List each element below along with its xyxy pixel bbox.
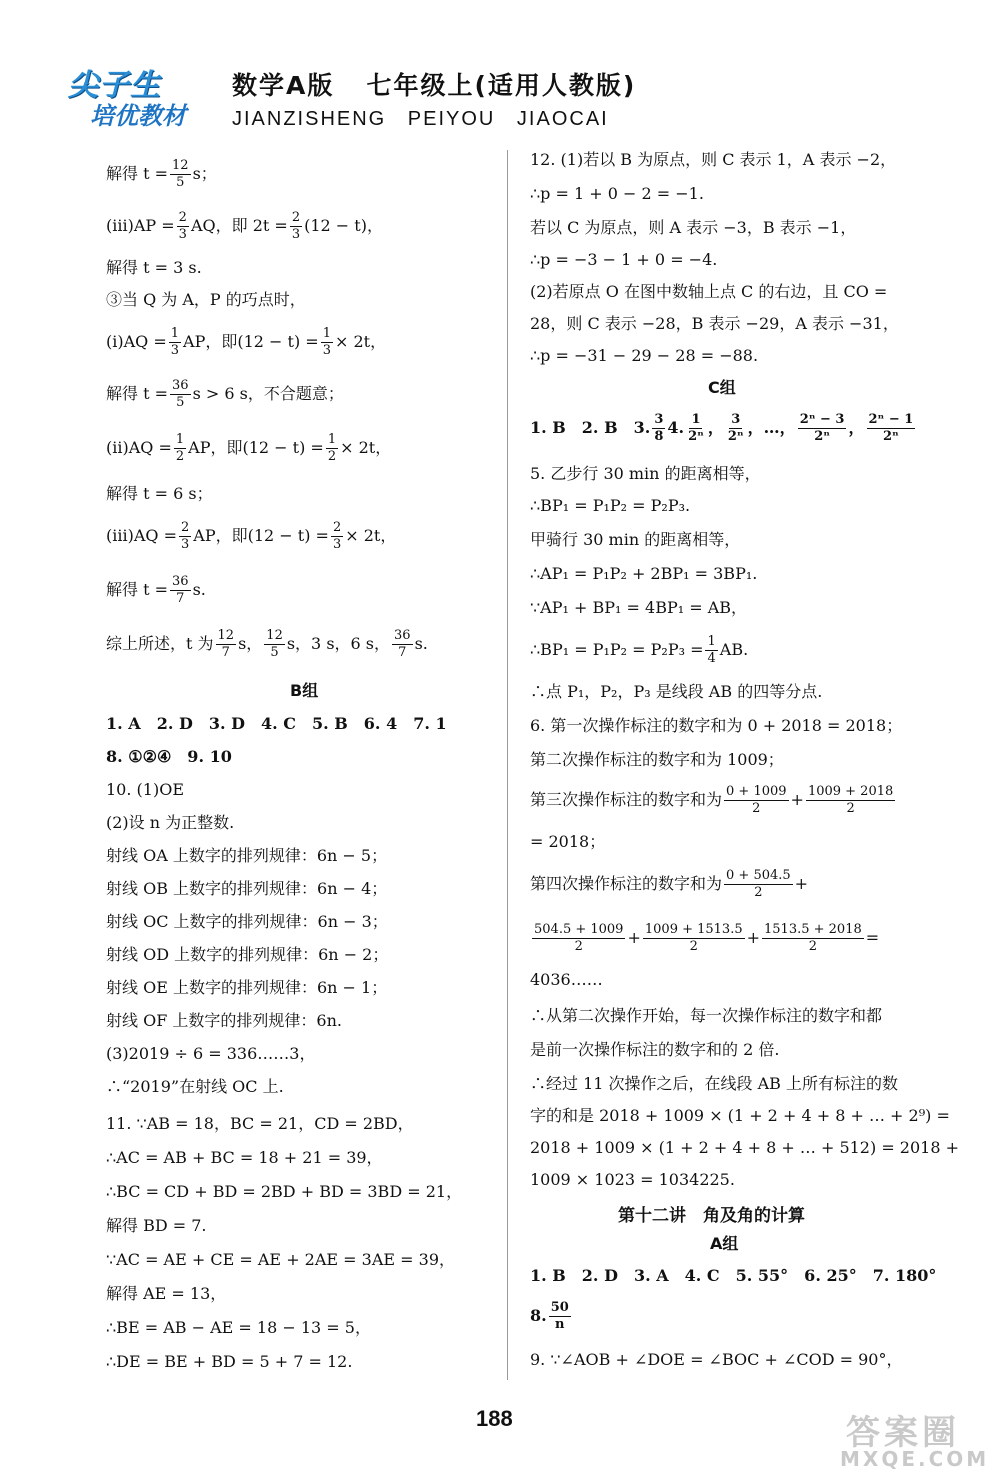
text-line: ∴BE = AB − AE = 18 − 13 = 5， [106,1318,371,1337]
text-line: ∴AP₁ = P₁P₂ + 2BP₁ = 3BP₁. [530,564,758,583]
text-line: ③当 Q 为 A，P 的巧点时， [106,290,306,309]
text-line: 解得 t = $\frac{12}{5}$ s； [106,158,217,190]
text-line: (i)AQ = $\frac{1}{3}$ AP，即(12 − t) = $\frac{1}{3}$ × 2t， [106,326,387,358]
answer-line: 8. ①②④ 9. 10 [106,747,232,766]
text-line: ∴BC = CD + BD = 2BD + BD = 3BD = 21， [106,1182,463,1201]
text-line: 28，则 C 表示 −28，B 表示 −29，A 表示 −31， [530,314,899,333]
text-line: ∴“2019”在射线 OC 上. [106,1077,284,1096]
text-line: 射线 OB 上数字的排列规律：6n − 4； [106,879,388,898]
fraction: $\frac{1}{3}$ [322,326,331,358]
fraction: $\frac{1009 + 2018}{2}$ [807,784,894,816]
fraction: $\frac{\text{2ⁿ − 1}}{\text{2ⁿ}}$ [868,412,914,444]
text-line: 第二次操作标注的数字和为 1009； [530,750,784,769]
logo-line2: 培优教材 [90,102,186,130]
text-line: ∴点 P₁，P₂，P₃ 是线段 AB 的四等分点. [530,682,823,701]
text-line: ∵AP₁ + BP₁ = 4BP₁ = AB， [530,598,748,617]
text-line: (iii)AQ = $\frac{2}{3}$ AP，即(12 − t) = $\frac{2}{3}$ × 2t， [106,520,397,552]
fraction: $\frac{1}{4}$ [707,634,716,666]
text-line: ∴p = −31 − 29 − 28 = −88. [530,346,759,365]
section-heading: C组 [708,378,736,397]
fraction: $\frac{2}{3}$ [332,520,342,552]
fraction: $\frac{1}{2}$ [327,432,337,464]
fraction: $\frac{1009 + 1513.5}{2}$ [644,922,743,954]
logo-line1: 尖子生 [68,68,161,103]
text-line: 射线 OA 上数字的排列规律：6n − 5； [106,846,388,865]
fraction: $\frac{12}{7}$ [217,628,235,660]
text-line: (2)若原点 O 在图中数轴上点 C 的右边，且 CO = [530,282,888,301]
text-line: 5. 乙步行 30 min 的距离相等， [530,464,761,483]
text-line: 射线 OD 上数字的排列规律：6n − 2； [106,945,389,964]
fraction: $\frac{36}{5}$ [172,378,189,410]
fraction: $\frac{3}{8}$ [654,412,664,444]
watermark-line2: MXQE.COM [840,1447,990,1471]
text-line: 字的和是 2018 + 1009 × (1 + 2 + 4 + 8 + … + 2⁹) = [530,1106,950,1125]
text-line: (ii)AQ = $\frac{1}{2}$ AP，即(12 − t) = $\frac{1}{2}$ × 2t， [106,432,392,464]
brand-logo [60,60,220,130]
fraction: $\frac{\text{2ⁿ − 3}}{\text{2ⁿ}}$ [799,412,845,444]
text-line: (2)设 n 为正整数. [106,813,235,832]
fraction: $\frac{1}{2}$ [175,432,185,464]
text-line: 解得 t = $\frac{36}{5}$ s > 6 s，不合题意； [106,378,344,410]
watermark-line1: 答案圈 [846,1413,960,1453]
watermark [830,1405,990,1473]
text-line: ∴从第二次操作开始，每一次操作标注的数字和都 [530,1006,883,1025]
fraction: $\frac{1}{3}$ [170,326,180,358]
fraction: $\frac{50}{n}$ [550,1300,569,1332]
text-line: 射线 OF 上数字的排列规律：6n. [106,1011,342,1030]
text-line: 射线 OC 上数字的排列规律：6n − 3； [106,912,388,931]
text-line: 6. 第一次操作标注的数字和为 0 + 2018 = 2018； [530,716,903,735]
text-line: (3)2019 ÷ 6 = 336……3， [106,1044,316,1063]
text-line: ∵AC = AE + CE = AE + 2AE = 3AE = 39， [106,1250,456,1269]
text-line: 解得 t = 3 s. [106,258,202,277]
text-line: 1009 × 1023 = 1034225. [530,1170,735,1189]
section-heading: B组 [290,681,319,700]
lecture-heading: 第十二讲 角及角的计算 [618,1206,805,1226]
text-line: ∴BP₁ = P₁P₂ = P₂P₃ = $\frac{1}{4}$ AB. [530,634,749,666]
column-divider [507,150,508,1380]
book-title: 数学A版 七年级上(适用人教版) [232,71,637,100]
fraction: $\frac{2}{3}$ [178,210,187,242]
fraction: $\frac{504.5 + 1009}{2}$ [534,922,624,954]
fraction: $\frac{12}{5}$ [266,628,283,660]
fraction: $\frac{36}{7}$ [394,628,411,660]
answer-line: 1. B 2. D 3. A 4. C 5. 55° 6. 25° 7. 180° [530,1266,937,1285]
section-heading: A组 [710,1234,739,1253]
text-line: 10. (1)OE [106,780,184,799]
answer-line: 1. A 2. D 3. D 4. C 5. B 6. 4 7. 1 [106,714,447,733]
text-line: 解得 BD = 7. [106,1216,207,1235]
answer-line: 8. $\frac{50}{n}$ [530,1300,569,1332]
text-line: ∴p = −3 − 1 + 0 = −4. [530,250,718,269]
fraction: $\frac{36}{7}$ [172,574,189,606]
text-line: $\frac{504.5 + 1009}{2}$ + $\frac{1009 + 1513.5}{2}$ + $\frac{1513.5 + 2018}{2}$ = [534,922,880,954]
fraction: $\frac{2}{3}$ [291,210,301,242]
fraction: $\frac{12}{5}$ [172,158,189,190]
page-number: 188 [476,1406,513,1431]
book-pinyin: JIANZISHENG PEIYOU JIAOCAI [232,108,609,130]
text-line: ∴DE = BE + BD = 5 + 7 = 12. [106,1352,353,1371]
text-line: 综上所述，t 为 $\frac{12}{7}$ s， $\frac{12}{5}$ s，3 s，6 s， $\frac{36}{7}$ s. [106,628,428,660]
text-line: ∴AC = AB + BC = 18 + 21 = 39， [106,1148,383,1167]
text-line: 第三次操作标注的数字和为 $\frac{0 + 1009}{2}$ + $\frac{1009 + 2018}{2}$ [530,784,894,816]
answer-line: 1. B 2. B 3. $\frac{3}{8}$ 4. $\frac{1}{\text{2ⁿ}}$ ， $\frac{3}{\text{2ⁿ}}$ ，…， $\frac{\text{2ⁿ − 3}}{\text{2ⁿ}}$ ， $\frac{\text{2ⁿ − 1}}{\text{2ⁿ}}$ [530,412,914,444]
text-line: ∴p = 1 + 0 − 2 = −1. [530,184,704,203]
text-line: ∴经过 11 次操作之后，在线段 AB 上所有标注的数 [530,1074,899,1093]
text-line: 11. ∵AB = 18，BC = 21，CD = 2BD， [106,1114,414,1133]
text-line: 第四次操作标注的数字和为 $\frac{0 + 504.5}{2}$ + [530,868,809,900]
text-line: 12. (1)若以 B 为原点，则 C 表示 1，A 表示 −2， [530,150,897,169]
text-line: 解得 AE = 13， [106,1284,227,1303]
text-line: 2018 + 1009 × (1 + 2 + 4 + 8 + … + 512) = 2018 + [530,1138,960,1157]
text-line: = 2018； [530,832,606,851]
text-line: 射线 OE 上数字的排列规律：6n − 1； [106,978,388,997]
fraction: $\frac{3}{\text{2ⁿ}}$ [727,412,744,444]
fraction: $\frac{1}{\text{2ⁿ}}$ [688,412,704,444]
text-line: 若以 C 为原点，则 A 表示 −3，B 表示 −1， [530,218,857,237]
text-line: 9. ∵∠AOB + ∠DOE = ∠BOC + ∠COD = 90°， [530,1350,903,1369]
fraction: $\frac{1513.5 + 2018}{2}$ [764,922,862,954]
text-line: ∴BP₁ = P₁P₂ = P₂P₃. [530,496,691,515]
text-line: (iii)AP = $\frac{2}{3}$ AQ，即 2t = $\frac{2}{3}$ (12 − t)， [106,210,383,242]
text-line: 4036…… [530,970,603,989]
fraction: $\frac{2}{3}$ [181,520,190,552]
fraction: $\frac{0 + 1009}{2}$ [726,784,787,816]
text-line: 解得 t = $\frac{36}{7}$ s. [106,574,206,606]
text-line: 甲骑行 30 min 的距离相等， [530,530,741,549]
fraction: $\frac{0 + 504.5}{2}$ [726,868,791,900]
text-line: 解得 t = 6 s； [106,484,213,503]
text-line: 是前一次操作标注的数字和的 2 倍. [530,1040,780,1059]
